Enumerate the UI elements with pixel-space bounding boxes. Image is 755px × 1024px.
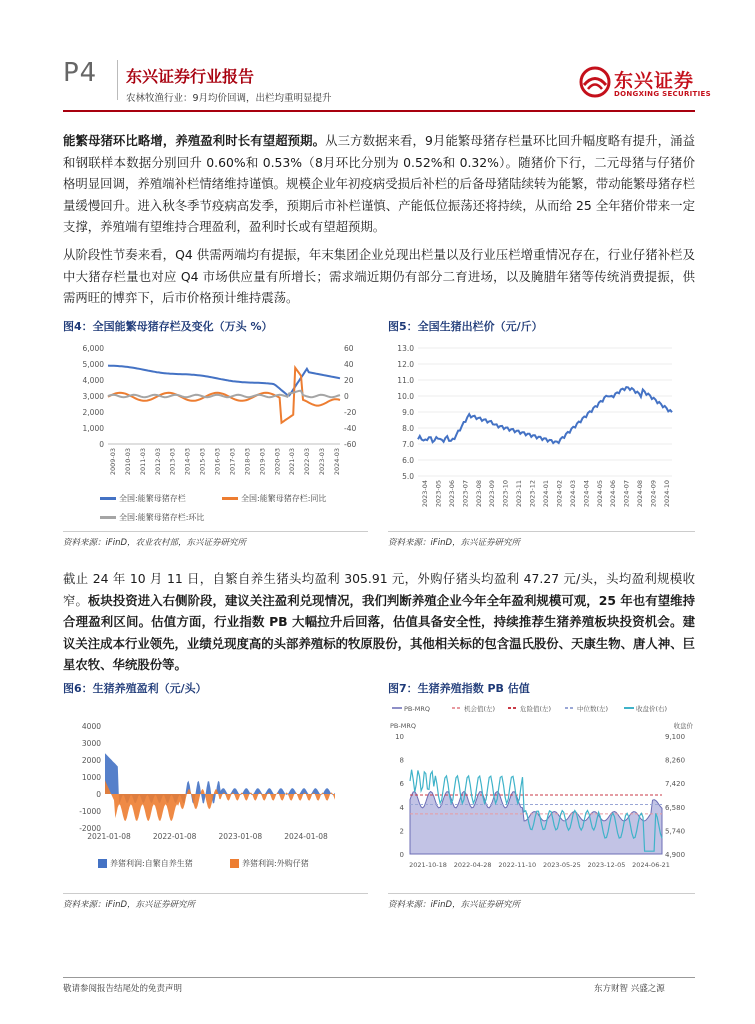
fig7-source: 资料来源：iFinD，东兴证券研究所 bbox=[388, 900, 521, 910]
report-title: 东兴证券行业报告 bbox=[126, 67, 255, 86]
fig4-x-axis bbox=[108, 444, 341, 475]
fig5-y-tick: 13.0 bbox=[397, 344, 414, 353]
fig4-left-tick: 0 bbox=[99, 440, 104, 449]
fig7-chart bbox=[388, 700, 695, 880]
fig7-legend-label: 机会值(左) bbox=[464, 705, 496, 713]
fig5-source: 资料来源：iFinD，东兴证券研究所 bbox=[388, 538, 521, 548]
header-rule bbox=[63, 110, 695, 112]
fig4-x-tick: 2019-03 bbox=[258, 448, 267, 476]
fig4-x-tick: 2017-03 bbox=[228, 448, 237, 476]
fig7-x-tick: 2021-10-18 bbox=[409, 861, 447, 869]
fig4-right-tick: 40 bbox=[344, 360, 354, 369]
fig4-x-tick: 2015-03 bbox=[198, 448, 207, 476]
fig7-x-axis bbox=[409, 861, 670, 869]
fig7-left-title: PB-MRQ bbox=[390, 722, 416, 730]
fig4-caption: 图4：全国能繁母猪存栏及变化（万头 %） bbox=[63, 320, 273, 333]
fig6-y-tick: 0 bbox=[96, 790, 101, 799]
paragraph-3 bbox=[63, 568, 695, 676]
fig4-source-rule bbox=[63, 531, 368, 532]
fig6-legend-1: 养猪利润:自繁自养生猪 bbox=[98, 858, 193, 869]
fig4-series-stock bbox=[108, 366, 340, 396]
fig5-source-rule bbox=[388, 531, 695, 532]
fig4-x-tick: 2022-03 bbox=[303, 448, 312, 476]
paragraph-3-bold: 板块投资进入右侧阶段，建议关注盈利兑现情况，我们判断养殖企业今年全年盈利规模可观，25 年也有望维持合理盈利区间。估值方面，行业指数 PB 大幅拉升后回落，估值具备安全性，持续推荐生猪养殖板块投资机会。建议关注成本行业领先，业绩兑现度高的头部养殖标的牧原股份，其他相关标的包含温氏股份、天康生物、唐人神、巨星农牧、华统股份等。 bbox=[63, 592, 695, 673]
fig6-legend-2: 养猪利润:外购仔猪 bbox=[230, 858, 309, 869]
fig4-left-tick: 1,000 bbox=[82, 424, 104, 433]
fig4-left-axis bbox=[83, 344, 105, 449]
fig4-right-tick: 20 bbox=[344, 376, 354, 385]
fig4-x-tick: 2016-03 bbox=[213, 448, 222, 476]
fig7-right-axis bbox=[665, 721, 694, 859]
fig4-source: 资料来源：iFinD，农业农村部，东兴证券研究所 bbox=[63, 538, 247, 548]
fig5-x-tick: 2023-10 bbox=[501, 480, 510, 508]
fig4-left-tick: 6,000 bbox=[82, 344, 104, 353]
fig6-source: 资料来源：iFinD，东兴证券研究所 bbox=[63, 900, 196, 910]
fig4-left-tick: 5,000 bbox=[82, 360, 104, 369]
fig5-caption: 图5：全国生猪出栏价（元/斤） bbox=[388, 320, 543, 333]
fig7-x-tick: 2022-04-28 bbox=[453, 861, 492, 869]
fig7-x-tick: 2024-06-21 bbox=[632, 861, 670, 869]
fig4-x-tick: 2021-03 bbox=[288, 448, 297, 476]
fig5-x-tick: 2024-03 bbox=[568, 480, 577, 508]
fig7-left-tick: 0 bbox=[399, 851, 404, 859]
fig5-y-tick: 12.0 bbox=[397, 360, 414, 369]
fig4-legend-2: 全国:能繁母猪存栏:同比 bbox=[222, 493, 326, 504]
fig7-legend-label: PB-MRQ bbox=[404, 705, 430, 713]
fig7-left-tick: 2 bbox=[399, 827, 404, 836]
fig5-chart bbox=[388, 336, 695, 531]
fig4-right-tick: 0 bbox=[344, 392, 349, 401]
fig4-x-tick: 2010-03 bbox=[123, 448, 132, 476]
fig7-right-tick: 7,420 bbox=[665, 780, 686, 789]
page-number: P4 bbox=[63, 58, 98, 88]
footer-disclaimer: 敬请参阅报告结尾处的免责声明 bbox=[63, 984, 183, 994]
footer-rule bbox=[63, 977, 695, 978]
logo-text-en: DONGXING SECURITIES bbox=[614, 90, 711, 98]
fig7-left-tick: 8 bbox=[399, 756, 404, 765]
fig5-x-tick: 2023-07 bbox=[461, 480, 470, 508]
header-divider bbox=[117, 60, 118, 100]
paragraph-2: 从阶段性节奏来看，Q4 供需两端均有提振，年末集团企业兑现出栏量以及行业压栏增重情况存在，行业仔猪补栏及中大猪存栏量也对应 Q4 市场供应量有所增长；需求端近期仍有部分二育进场，以及腌腊年猪等传统消费提振，供需两旺的博弈下，后市价格预计维持震荡。 bbox=[63, 247, 695, 306]
fig6-y-tick: 3000 bbox=[81, 739, 101, 748]
fig6-y-tick: -2000 bbox=[79, 824, 101, 833]
fig5-x-tick: 2023-04 bbox=[421, 480, 429, 508]
fig5-x-tick: 2024-07 bbox=[622, 480, 631, 508]
fig5-x-tick: 2024-01 bbox=[542, 480, 550, 508]
fig5-x-tick: 2024-05 bbox=[595, 480, 604, 508]
fig5-y-tick: 5.0 bbox=[402, 472, 414, 481]
fig7-right-tick: 8,260 bbox=[665, 756, 686, 765]
paragraph-1 bbox=[63, 130, 695, 238]
fig5-y-tick: 8.0 bbox=[402, 424, 414, 433]
fig6-chart bbox=[63, 698, 368, 873]
fig5-y-tick: 11.0 bbox=[397, 376, 414, 385]
paragraph-3-body: 截止 24 年 10 月 11 日，自繁自养生猪头均盈利 305.91 元，外购仔猪头均盈利 47.27 元/头，头均盈利规模收窄。 bbox=[63, 571, 695, 608]
logo-text: 东兴证券 bbox=[614, 70, 695, 92]
fig5-x-tick: 2023-05 bbox=[434, 480, 443, 508]
fig5-x-tick: 2024-04 bbox=[582, 480, 591, 508]
fig4-left-tick: 3,000 bbox=[82, 392, 104, 401]
fig4-x-tick: 2020-03 bbox=[273, 448, 282, 476]
fig6-y-tick: 2000 bbox=[81, 756, 101, 765]
fig4-right-tick: -40 bbox=[344, 424, 357, 433]
fig5-x-tick: 2023-12 bbox=[528, 480, 537, 508]
fig5-y-tick: 6.0 bbox=[402, 456, 414, 465]
dongxing-logo-icon bbox=[579, 66, 611, 98]
fig5-x-tick: 2023-08 bbox=[474, 480, 483, 508]
fig6-x-tick: 2021-01-08 bbox=[87, 832, 131, 841]
fig7-left-tick: 10 bbox=[395, 733, 404, 741]
fig5-x-tick: 2023-06 bbox=[447, 480, 456, 508]
fig4-right-tick: 60 bbox=[344, 344, 354, 353]
fig7-x-tick: 2023-05-25 bbox=[542, 861, 581, 869]
fig5-x-tick: 2024-02 bbox=[555, 480, 564, 508]
fig5-x-tick: 2024-10 bbox=[663, 480, 671, 508]
fig4-x-tick: 2013-03 bbox=[168, 448, 177, 476]
fig7-left-tick: 6 bbox=[399, 780, 404, 789]
fig4-legend-1: 全国:能繁母猪存栏 bbox=[100, 493, 186, 504]
fig4-right-tick: -60 bbox=[344, 440, 357, 449]
fig4-legend-3: 全国:能繁母猪存栏:环比 bbox=[100, 512, 204, 523]
fig5-x-tick: 2024-09 bbox=[649, 480, 658, 508]
fig5-x-tick: 2023-09 bbox=[488, 480, 497, 508]
fig4-x-tick: 2014-03 bbox=[183, 448, 192, 476]
fig5-y-tick: 10.0 bbox=[397, 392, 414, 401]
fig4-right-axis bbox=[344, 344, 356, 449]
fig7-right-title: 收盘价 bbox=[673, 722, 693, 730]
fig4-x-tick: 2024-03 bbox=[333, 448, 341, 476]
fig7-legend-label: 中位数(左) bbox=[577, 705, 609, 713]
fig4-x-tick: 2023-03 bbox=[318, 448, 327, 476]
fig7-x-tick: 2023-12-05 bbox=[587, 861, 626, 869]
fig7-caption: 图7：生猪养殖指数 PB 估值 bbox=[388, 682, 530, 695]
fig5-y-tick: 7.0 bbox=[402, 440, 414, 449]
fig4-x-tick: 2018-03 bbox=[243, 448, 252, 476]
fig4-x-tick: 2012-03 bbox=[153, 448, 162, 476]
footer-slogan: 东方财智 兴盛之源 bbox=[594, 984, 665, 994]
fig5-x-tick: 2023-11 bbox=[515, 480, 524, 508]
fig7-right-tick: 9,100 bbox=[665, 733, 686, 741]
fig7-legend-label: 收盘价(右) bbox=[636, 705, 668, 713]
fig4-right-tick: -20 bbox=[344, 408, 357, 417]
report-subtitle: 农林牧渔行业：9月均价回调，出栏均重明显提升 bbox=[126, 93, 332, 104]
fig6-x-axis bbox=[87, 832, 328, 841]
fig6-x-tick: 2022-01-08 bbox=[152, 832, 197, 841]
fig6-y-axis bbox=[79, 722, 101, 833]
fig7-x-tick: 2022-11-10 bbox=[498, 861, 537, 869]
fig6-x-tick: 2023-01-08 bbox=[218, 832, 263, 841]
fig5-x-tick: 2024-06 bbox=[609, 480, 618, 508]
fig6-y-tick: -1000 bbox=[79, 807, 101, 816]
fig7-right-tick: 5,740 bbox=[665, 827, 686, 836]
fig7-right-tick: 4,900 bbox=[665, 851, 686, 859]
fig6-x-tick: 2024-01-08 bbox=[284, 832, 328, 841]
fig4-x-tick: 2011-03 bbox=[138, 448, 147, 476]
fig7-source-rule bbox=[388, 893, 695, 894]
fig5-y-axis bbox=[397, 344, 672, 481]
fig6-y-tick: 1000 bbox=[81, 773, 101, 782]
paragraph-1-lead: 能繁母猪环比略增，养殖盈利时长有望超预期。 bbox=[63, 133, 326, 148]
fig5-x-axis bbox=[421, 480, 671, 507]
fig7-left-tick: 4 bbox=[399, 803, 404, 812]
fig7-legend-label: 危险值(左) bbox=[520, 705, 552, 713]
fig4-left-tick: 2,000 bbox=[82, 408, 104, 417]
paragraph-1-body: 从三方数据来看，9月能繁母猪存栏量环比回升幅度略有提升，涌益和钢联样本数据分别回升 0.60%和 0.53%（8月环比分别为 0.52%和 0.32%）。随猪价下行，二元母猪与仔猪价格明显回调，养殖端补栏情绪维持谨慎。规模企业年初疫病受损后补栏的后备母猪陆续转为能繁，带动能繁母猪存栏量缓慢回升。进入秋冬季节疫病高发季，预期后市补栏谨慎、产能低位振荡还将持续，从而给 25 全年猪价带来一定支撑，养殖端有望维持合理盈利，盈利时长或有望超预期。 bbox=[63, 133, 696, 235]
fig6-caption: 图6：生猪养殖盈利（元/头） bbox=[63, 682, 207, 695]
fig5-x-tick: 2024-08 bbox=[636, 480, 645, 508]
fig7-legend bbox=[392, 704, 667, 713]
fig4-left-tick: 4,000 bbox=[82, 376, 104, 385]
fig6-source-rule bbox=[63, 893, 368, 894]
fig6-y-tick: 4000 bbox=[81, 722, 101, 731]
fig7-right-tick: 6,580 bbox=[665, 803, 686, 812]
fig5-y-tick: 9.0 bbox=[402, 408, 414, 417]
fig4-x-tick: 2009-03 bbox=[109, 448, 117, 476]
